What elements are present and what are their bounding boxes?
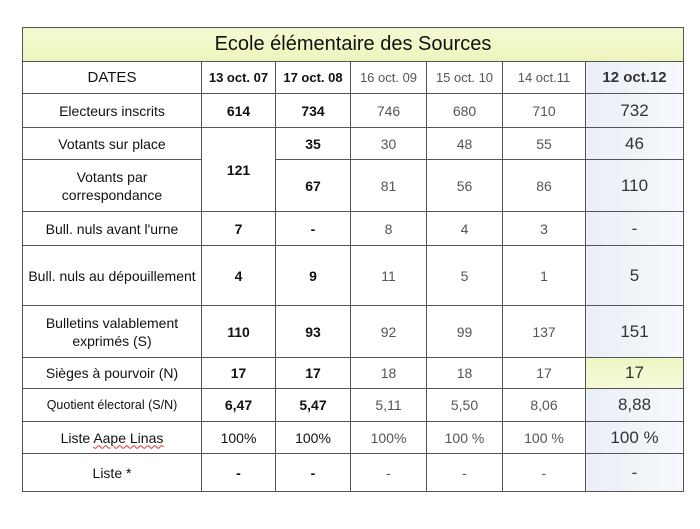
table-row	[23, 246, 684, 306]
cell: 99	[427, 306, 503, 358]
cell: 7	[202, 212, 276, 246]
cell: 8,88	[586, 389, 684, 422]
cell: -	[202, 454, 276, 492]
row-label: Bull. nuls au dépouillement	[23, 246, 202, 306]
cell: 4	[427, 212, 503, 246]
cell: -	[503, 454, 586, 492]
cell: 151	[586, 306, 684, 358]
cell: 734	[276, 94, 351, 128]
cell: 6,47	[202, 389, 276, 422]
cell: 680	[427, 94, 503, 128]
cell: 110	[586, 160, 684, 212]
title-row	[23, 28, 684, 62]
merged-votants-cell: 121	[202, 128, 276, 212]
cell: -	[586, 212, 684, 246]
row-label: Votants sur place	[23, 128, 202, 160]
row-label: Quotient électoral (S/N)	[23, 389, 202, 422]
date-2012: 12 oct.12	[586, 62, 684, 94]
cell: 86	[503, 160, 586, 212]
row-label: Bulletins valablement exprimés (S)	[23, 306, 202, 358]
cell: 35	[276, 128, 351, 160]
row-label: Votants par correspondance	[23, 160, 202, 212]
table-row	[23, 306, 684, 358]
cell: 3	[503, 212, 586, 246]
cell: 30	[351, 128, 427, 160]
cell: -	[586, 454, 684, 492]
results-table-container	[22, 27, 683, 492]
row-label: Electeurs inscrits	[23, 94, 202, 128]
cell: 17	[503, 358, 586, 389]
cell: 5	[586, 246, 684, 306]
cell: 8,06	[503, 389, 586, 422]
date-2008: 17 oct. 08	[276, 62, 351, 94]
cell: 5	[427, 246, 503, 306]
cell: 11	[351, 246, 427, 306]
cell: 100 %	[503, 422, 586, 454]
cell: 92	[351, 306, 427, 358]
table-row	[23, 94, 684, 128]
cell: -	[351, 454, 427, 492]
cell: 746	[351, 94, 427, 128]
row-label: Bull. nuls avant l'urne	[23, 212, 202, 246]
table-row	[23, 128, 684, 160]
cell: 5,47	[276, 389, 351, 422]
date-2011: 14 oct.11	[503, 62, 586, 94]
cell: 100 %	[427, 422, 503, 454]
table-row	[23, 358, 684, 389]
row-label: Sièges à pourvoir (N)	[23, 358, 202, 389]
cell: 17	[202, 358, 276, 389]
cell: 67	[276, 160, 351, 212]
cell: 110	[202, 306, 276, 358]
cell: 56	[427, 160, 503, 212]
cell: 8	[351, 212, 427, 246]
label-prefix: Liste	[60, 429, 94, 446]
date-2007: 13 oct. 07	[202, 62, 276, 94]
table-row	[23, 389, 684, 422]
cell: -	[427, 454, 503, 492]
cell: 100%	[351, 422, 427, 454]
cell: 100 %	[586, 422, 684, 454]
cell: 710	[503, 94, 586, 128]
cell: 4	[202, 246, 276, 306]
cell: 17	[586, 358, 684, 389]
cell: 18	[427, 358, 503, 389]
date-2010: 15 oct. 10	[427, 62, 503, 94]
cell: 100%	[202, 422, 276, 454]
table-row	[23, 454, 684, 492]
table-row	[23, 422, 684, 454]
cell: 17	[276, 358, 351, 389]
cell: 614	[202, 94, 276, 128]
cell: -	[276, 454, 351, 492]
cell: 100%	[276, 422, 351, 454]
row-label	[23, 422, 202, 454]
cell: 5,11	[351, 389, 427, 422]
table-row	[23, 160, 684, 212]
cell: 9	[276, 246, 351, 306]
header-row	[23, 62, 684, 94]
row-label: Liste *	[23, 454, 202, 492]
cell: 5,50	[427, 389, 503, 422]
cell: -	[276, 212, 351, 246]
cell: 48	[427, 128, 503, 160]
cell: 55	[503, 128, 586, 160]
cell: 93	[276, 306, 351, 358]
table-row	[23, 212, 684, 246]
cell: 1	[503, 246, 586, 306]
cell: 81	[351, 160, 427, 212]
cell: 18	[351, 358, 427, 389]
table-title: Ecole élémentaire des Sources	[23, 28, 684, 62]
spellcheck-underlined-text: Aape Linas	[93, 429, 164, 446]
election-results-table	[22, 27, 684, 492]
date-2009: 16 oct. 09	[351, 62, 427, 94]
cell: 732	[586, 94, 684, 128]
cell: 137	[503, 306, 586, 358]
dates-header: DATES	[23, 62, 202, 94]
cell: 46	[586, 128, 684, 160]
